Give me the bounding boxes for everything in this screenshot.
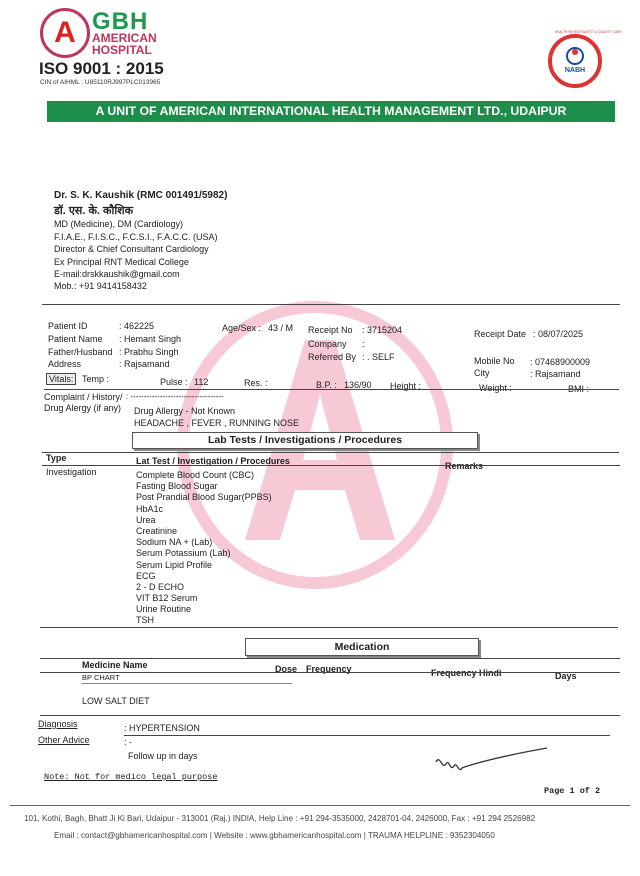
diagnosis-label: Diagnosis bbox=[38, 719, 78, 729]
lab-test-item: Urea bbox=[136, 514, 156, 525]
logo-letter: A bbox=[54, 16, 76, 49]
hospital-logo bbox=[40, 8, 90, 58]
age-sex-label: Age/Sex : bbox=[222, 323, 262, 333]
patient-name-label: Patient Name bbox=[48, 334, 103, 344]
lab-test-item: Urine Routine bbox=[136, 604, 192, 615]
iso-badge: ISO 9001 : 2015 bbox=[39, 59, 164, 78]
doctor-mobile: Mob.: +91 9414158432 bbox=[54, 281, 147, 291]
complaint-label-1: Complaint / History/ bbox=[44, 392, 123, 402]
complaint-dashes: : ----------------------------------- bbox=[126, 392, 224, 401]
company-label: Company bbox=[308, 339, 347, 349]
complaint-label-2: Drug Alergy (if any) bbox=[44, 403, 122, 413]
company-value: : bbox=[362, 339, 365, 349]
lab-test-item: Complete Blood Count (CBC) bbox=[136, 470, 255, 480]
brand-american: AMERICAN bbox=[92, 31, 157, 45]
doctor-name-hindi: डॉ. एस. के. कौशिक bbox=[54, 205, 134, 217]
receipt-date-label: Receipt Date bbox=[474, 329, 527, 339]
diagnosis-value: : HYPERTENSION bbox=[124, 723, 200, 733]
age-sex-value: 43 / M bbox=[268, 323, 294, 333]
lab-test-item: HbA1c bbox=[136, 503, 164, 514]
patient-id-value: : 462225 bbox=[119, 321, 155, 331]
address-value: : Rajsamand bbox=[119, 359, 170, 369]
lab-col-test: Lat Test / Investigation / Procedures bbox=[136, 456, 290, 466]
doctor-name: Dr. S. K. Kaushik (RMC 001491/5982) bbox=[54, 190, 228, 201]
doctor-email: E-mail:drskkaushik@gmail.com bbox=[54, 269, 180, 279]
disclaimer-note: Note: Not for medico legal purpose bbox=[44, 772, 218, 782]
footer-address: 101, Kothi, Bagh, Bhatt Ji Ki Bari, Udaipur - 313001 (Raj.) INDIA, Help Line : +91 294-3535000, 2428701-04, 2426000, Fax : +91 294 2526982 bbox=[24, 814, 536, 823]
city-label: City bbox=[474, 368, 490, 378]
patient-id-label: Patient ID bbox=[48, 321, 88, 331]
city-value: : Rajsamand bbox=[530, 369, 581, 379]
nabh-logo bbox=[548, 34, 602, 88]
med-col-frequency: Frequency bbox=[306, 664, 352, 674]
med-col-name: Medicine Name bbox=[82, 660, 148, 670]
divider bbox=[42, 304, 620, 305]
complaint-line-1: Drug Allergy - Not Known bbox=[134, 406, 236, 416]
med-col-dose: Dose bbox=[275, 664, 298, 674]
nabh-emblem-icon bbox=[552, 38, 598, 68]
father-label: Father/Husband bbox=[48, 347, 113, 357]
medicine-row: BP CHART bbox=[82, 673, 120, 682]
medication-title-text: Medication bbox=[334, 641, 390, 653]
lab-section-title-text: Lab Tests / Investigations / Procedures bbox=[207, 434, 403, 446]
lab-type-value: Investigation bbox=[46, 467, 97, 477]
other-advice-value: : - bbox=[124, 737, 132, 747]
med-col-frequency-hindi: Frequency Hindi bbox=[431, 668, 502, 678]
divider bbox=[82, 683, 292, 684]
divider bbox=[40, 627, 618, 628]
nabh-ring-text: HEALTH PATIENT SAFETY & QUALITY CARE bbox=[555, 30, 622, 34]
father-value: : Prabhu Singh bbox=[119, 347, 179, 357]
lab-test-item: Creatinine bbox=[136, 525, 178, 536]
res-label: Res. : bbox=[244, 378, 268, 388]
receipt-date-value: : 08/07/2025 bbox=[533, 329, 584, 339]
brand-hospital: HOSPITAL bbox=[92, 43, 152, 57]
lab-test-item: Post Prandial Blood Sugar(PPBS) bbox=[136, 492, 272, 503]
divider bbox=[42, 465, 620, 466]
follow-up: Follow up in days bbox=[128, 751, 198, 761]
bmi-label: BMI : bbox=[568, 384, 590, 394]
pulse-label: Pulse : bbox=[160, 377, 188, 387]
address-label: Address bbox=[48, 359, 82, 369]
banner-text: A UNIT OF AMERICAN INTERNATIONAL HEALTH MANAGEMENT LTD., UDAIPUR bbox=[95, 104, 567, 118]
referred-label: Referred By bbox=[308, 352, 357, 362]
lab-test-item: Serum Potassium (Lab) bbox=[136, 548, 231, 559]
lab-tests-list bbox=[136, 470, 272, 627]
divider bbox=[40, 672, 620, 673]
lab-test-item: Serum Lipid Profile bbox=[136, 559, 213, 570]
doctor-qualification: MD (Medicine), DM (Cardiology) bbox=[54, 219, 184, 229]
lab-test-item: 2 - D ECHO bbox=[136, 581, 185, 592]
mobile-label: Mobile No bbox=[474, 356, 515, 366]
med-col-days: Days bbox=[555, 671, 577, 681]
brand-gbh: GBH bbox=[92, 8, 149, 35]
lab-col-type: Type bbox=[46, 453, 67, 463]
pulse-value: 112 bbox=[194, 377, 209, 387]
bp-value: 136/90 bbox=[344, 380, 372, 390]
doctor-designation: Director & Chief Consultant Cardiology bbox=[54, 244, 209, 254]
page-number: Page 1 of 2 bbox=[544, 786, 601, 796]
medicine-row: LOW SALT DIET bbox=[82, 696, 150, 706]
bp-label: B.P. : bbox=[316, 380, 337, 390]
divider bbox=[10, 805, 630, 806]
referred-value: : . SELF bbox=[362, 352, 395, 362]
other-advice-label: Other Advice bbox=[38, 735, 90, 745]
divider bbox=[40, 658, 620, 659]
height-label: Height : bbox=[390, 381, 422, 391]
doctor-signature bbox=[432, 744, 552, 784]
patient-name-value: : Hemant Singh bbox=[119, 334, 182, 344]
lab-test-item: Sodium NA + (Lab) bbox=[136, 537, 213, 548]
nabh-text: NABH bbox=[564, 67, 586, 74]
doctor-former-role: Ex Principal RNT Medical College bbox=[54, 257, 189, 267]
complaint-line-2: HEADACHE , FEVER , RUNNING NOSE bbox=[134, 418, 300, 428]
lab-test-item: TSH bbox=[136, 615, 154, 626]
doctor-fellowships: F.I.A.E., F.I.S.C., F.C.S.I., F.A.C.C. (USA) bbox=[54, 232, 218, 242]
receipt-no-value: : 3715204 bbox=[362, 325, 403, 335]
banner bbox=[47, 101, 615, 122]
vitals-label: Vitals: bbox=[46, 373, 76, 385]
divider bbox=[40, 715, 620, 716]
lab-test-item: VIT B12 Serum bbox=[136, 593, 198, 604]
lab-test-item: Fasting Blood Sugar bbox=[136, 481, 218, 492]
medication-section-title bbox=[245, 638, 479, 656]
footer-contact: Email : contact@gbhamericanhospital.com | Website : www.gbhamericanhospital.com | TRAUMA HELPLINE : 9352304050 bbox=[54, 831, 495, 840]
lab-section-title bbox=[132, 432, 478, 449]
mobile-value: : 07468900009 bbox=[530, 357, 591, 367]
cin-number: CIN of AIHML : U85110RJ997PLC013965 bbox=[40, 79, 161, 86]
lab-col-remarks: Remarks bbox=[445, 461, 484, 471]
lab-test-item: ECG bbox=[136, 570, 156, 581]
temp-label: Temp : bbox=[82, 374, 110, 384]
receipt-no-label: Receipt No bbox=[308, 325, 353, 335]
weight-label: Weight : bbox=[479, 383, 512, 393]
divider bbox=[44, 389, 619, 390]
divider bbox=[42, 452, 619, 453]
divider bbox=[124, 735, 610, 736]
